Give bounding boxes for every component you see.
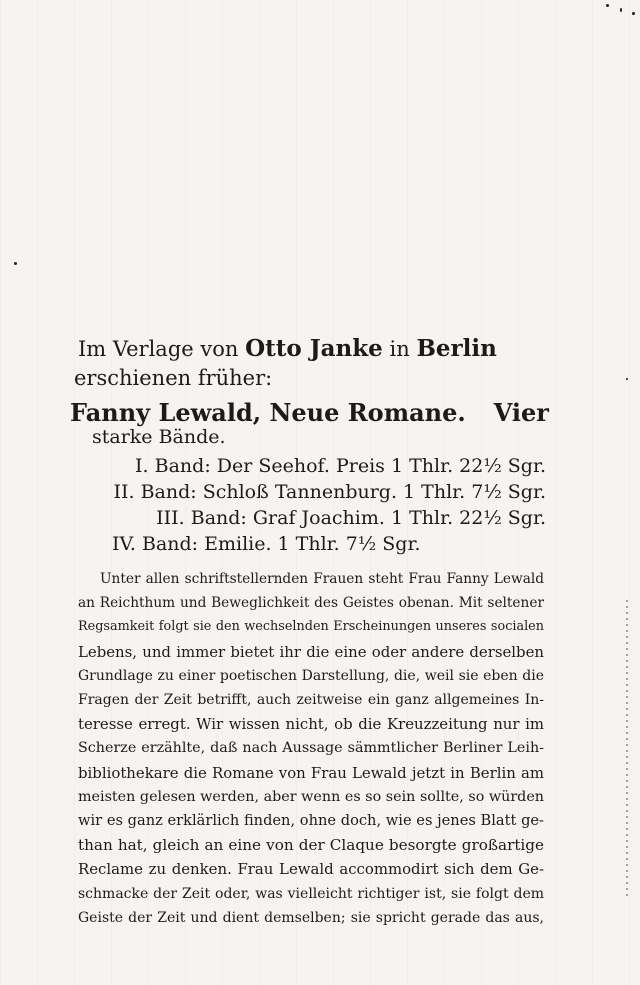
- volume-entry: III. Band: Graf Joachim. 1 Thlr. 22½ Sgr.: [156, 507, 546, 529]
- text-line: teresse erregt. Wir wissen nicht, ob die Kreuzzeitung nur im: [78, 715, 544, 734]
- book-subtitle: starke Bände.: [92, 426, 226, 448]
- text-line: Geiste der Zeit und dient demselben; sie spricht gerade das aus,: [78, 909, 544, 926]
- volume-count: Vier: [493, 398, 549, 427]
- text-line: an Reichthum und Beweglichkeit des Geistes obenan. Mit seltener: [78, 595, 544, 612]
- city-name: Berlin: [416, 335, 497, 362]
- text-line: Fragen der Zeit betrifft, auch zeitweise ein ganz allgemeines In-: [78, 692, 544, 709]
- author-name: Fanny Lewald,: [70, 398, 262, 427]
- text-line: Reclame zu denken. Frau Lewald accommodirt sich dem Ge-: [78, 860, 544, 879]
- text-line: Unter allen schriftstellernden Frauen steht Frau Fanny Lewald: [100, 571, 544, 587]
- text-line: schmacke der Zeit oder, was vielleicht richtiger ist, sie folgt dem: [78, 885, 544, 902]
- text-line: bibliothekare die Romane von Frau Lewald jetzt in Berlin am: [78, 763, 544, 782]
- review-paragraph: [78, 567, 544, 930]
- text-line: Lebens, und immer bietet ihr die eine oder andere derselben: [78, 642, 544, 661]
- edge-bleed-marks: [626, 600, 628, 900]
- volume-entry: II. Band: Schloß Tannenburg. 1 Thlr. 7½ Sgr.: [113, 481, 546, 503]
- ink-speck: [14, 262, 17, 265]
- imprint-line: [78, 334, 548, 364]
- publisher-imprint: [74, 334, 548, 393]
- imprint-line-2: erschienen früher:: [74, 366, 273, 390]
- ink-speck: [620, 8, 622, 12]
- text-line: Scherze erzählte, daß nach Aussage sämmtlicher Berliner Leih-: [78, 740, 544, 757]
- volume-list: [96, 453, 546, 557]
- imprint-in: in: [389, 337, 410, 361]
- work-title: Neue Romane.: [269, 398, 466, 427]
- text-line: meisten gelesen werden, aber wenn es so sein sollte, so würden: [78, 788, 544, 805]
- ink-speck: [606, 4, 609, 7]
- text-line: than hat, gleich an eine von der Claque besorgte großartige: [78, 836, 544, 855]
- volume-entry: I. Band: Der Seehof. Preis 1 Thlr. 22½ Sgr.: [135, 455, 546, 477]
- text-line: Grundlage zu einer poetischen Darstellung, die, weil sie eben die: [78, 667, 544, 684]
- ink-speck: [626, 378, 628, 380]
- volume-entry: IV. Band: Emilie. 1 Thlr. 7½ Sgr.: [112, 533, 421, 555]
- text-line: Regsamkeit folgt sie den wechselnden Erscheinungen unseres socialen: [78, 619, 544, 635]
- publisher-name: Otto Janke: [245, 335, 383, 362]
- text-line: wir es ganz erklärlich finden, ohne doch, wie es jenes Blatt ge-: [78, 812, 544, 830]
- ink-speck: [632, 12, 635, 15]
- imprint-prefix: Im Verlage von: [78, 337, 239, 361]
